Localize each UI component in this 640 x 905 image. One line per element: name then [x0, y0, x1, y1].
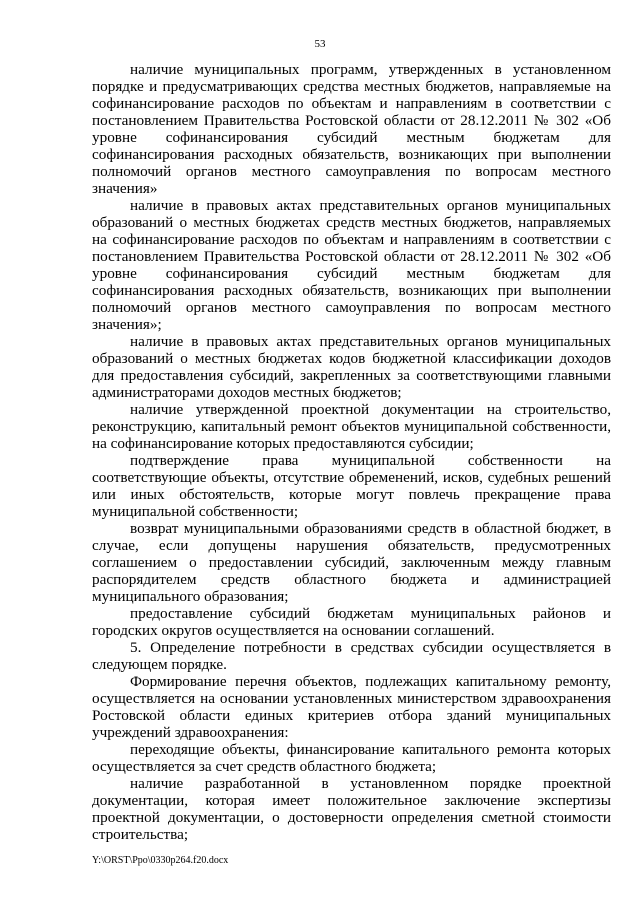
footer-file-path: Y:\ORST\Ppo\0330p264.f20.docx — [92, 855, 229, 866]
paragraph: Формирование перечня объектов, подлежащих капитальному ремонту, осуществляется на основании установленных министерством здравоохранения Ростовской области единых критериев отбора зданий муниципальных учреждений здравоохранения: — [92, 673, 611, 741]
paragraph: наличие муниципальных программ, утвержденных в установленном порядке и предусматривающих средства местных бюджетов, направляемые на софинансирование расходов по объектам и направлениям в соответствии с постановлением Правительства Ростовской области от 28.12.2011 № 302 «Об уровне софинансирования субсидий местным бюджетам для софинансирования расходных обязательств, возникающих при выполнении полномочий органов местного самоуправления по вопросам местного значения» — [92, 61, 611, 197]
paragraph: наличие разработанной в установленном порядке проектной документации, которая имеет положительное заключение экспертизы проектной документации, о достоверности определения сметной стоимости строительства; — [92, 775, 611, 843]
paragraph: подтверждение права муниципальной собственности на соответствующие объекты, отсутствие обременений, исков, судебных решений или иных обстоятельств, которые могут повлечь прекращение права муниципальной собственности; — [92, 452, 611, 520]
paragraph: переходящие объекты, финансирование капитального ремонта которых осуществляется за счет средств областного бюджета; — [92, 741, 611, 775]
paragraph: 5. Определение потребности в средствах субсидии осуществляется в следующем порядке. — [92, 639, 611, 673]
paragraph: наличие в правовых актах представительных органов муниципальных образований о местных бюджетах средств местных бюджетов, направляемых на софинансирование расходов по объектам и направлениям в соответствии с постановлением Правительства Ростовской области от 28.12.2011 № 302 «Об уровне софинансирования субсидий местным бюджетам для софинансирования расходных обязательств, возникающих при выполнении полномочий органов местного самоуправления по вопросам местного значения»; — [92, 197, 611, 333]
page-number: 53 — [314, 38, 326, 50]
paragraph: наличие утвержденной проектной документации на строительство, реконструкцию, капитальный ремонт объектов муниципальной собственности, на софинансирование которых предоставляются субсидии; — [92, 401, 611, 452]
paragraph: предоставление субсидий бюджетам муниципальных районов и городских округов осуществляется на основании соглашений. — [92, 605, 611, 639]
paragraph: возврат муниципальными образованиями средств в областной бюджет, в случае, если допущены нарушения обязательств, предусмотренных соглашением о предоставлении субсидий, заключенным между главным распорядителем средств областного бюджета и администрацией муниципального образования; — [92, 520, 611, 605]
document-body — [92, 61, 611, 843]
paragraph: наличие в правовых актах представительных органов муниципальных образований о местных бюджетах кодов бюджетной классификации доходов для предоставления субсидий, закрепленных за соответствующими главными администраторами доходов местных бюджетов; — [92, 333, 611, 401]
